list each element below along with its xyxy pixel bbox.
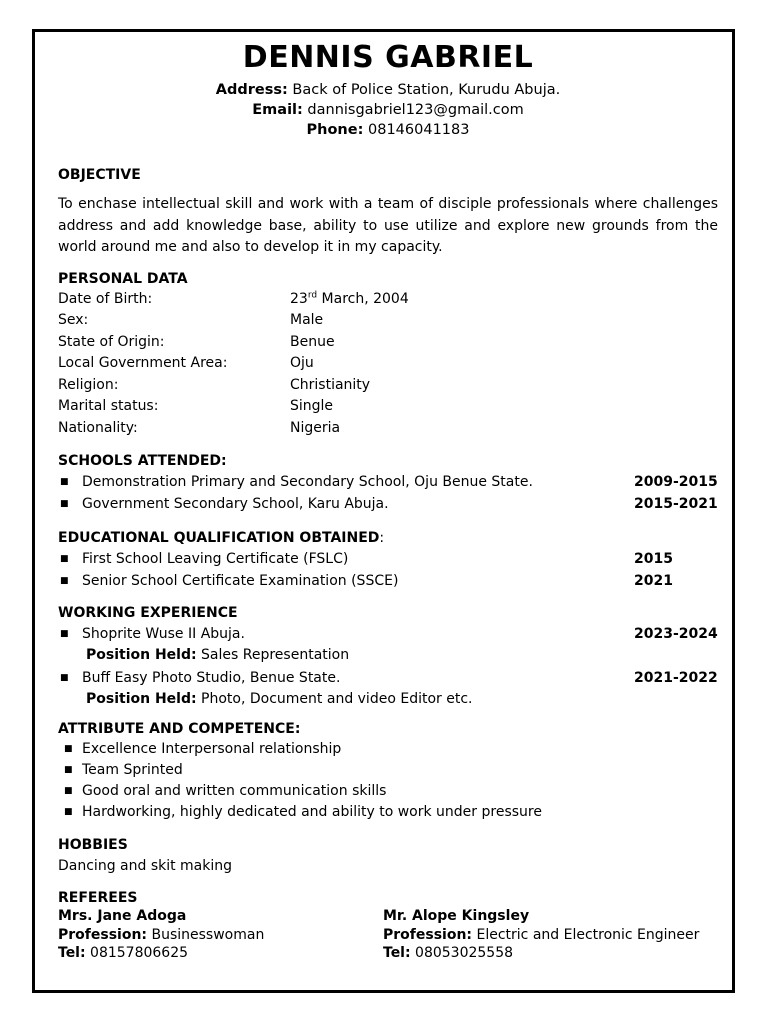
objective-text: To enchase intellectual skill and work with a team of disciple professionals where challenges address and add knowledge base, ability to use utilize and explore new grounds from the world around me and also to develop it in my capacity. [58, 196, 718, 255]
phone-line [58, 120, 718, 140]
nationality-value: Nigeria [290, 419, 341, 436]
list-item [58, 570, 718, 592]
tel-label: Tel: [58, 945, 86, 961]
schools-section [58, 452, 718, 515]
attribute-text: Excellence Interpersonal relationship [82, 741, 342, 757]
school-name: Demonstration Primary and Secondary School, Oju Benue State. [82, 474, 533, 490]
lga-value: Oju [290, 355, 314, 371]
sex-value: Male [290, 312, 324, 328]
attribute-text: Team Sprinted [82, 762, 183, 778]
qualification-year: 2015 [634, 551, 673, 567]
employment-years: 2023-2024 [634, 626, 718, 642]
resume-document [58, 38, 718, 963]
qualification-name: First School Leaving Certificate (FSLC) [82, 551, 349, 567]
referee-name: Mrs. Jane Adoga [58, 908, 187, 924]
referee-card [383, 907, 708, 963]
attributes-section [58, 720, 718, 823]
referee-profession: Businesswoman [151, 926, 265, 943]
bullet-square-icon: ■ [60, 629, 69, 639]
referees-section [58, 889, 718, 963]
referee-tel: 08157806625 [90, 945, 189, 961]
marital-label: Marital status: [58, 398, 159, 414]
nationality-label: Nationality: [58, 419, 138, 436]
position-value: Sales Representation [201, 647, 350, 663]
referee-card [58, 907, 383, 963]
profession-label: Profession: [383, 926, 473, 943]
position-value: Photo, Document and video Editor etc. [201, 690, 473, 707]
religion-label: Religion: [58, 376, 119, 393]
school-years: 2009-2015 [634, 474, 718, 490]
bullet-square-icon: ■ [64, 807, 73, 817]
pd-row-religion [58, 375, 718, 397]
hobbies-heading: HOBBIES [58, 837, 128, 853]
qualification-name: Senior School Certificate Examination (SSCE) [82, 573, 399, 589]
bullet-square-icon: ■ [64, 786, 73, 796]
list-item [58, 493, 718, 515]
state-label: State of Origin: [58, 333, 165, 350]
bullet-square-icon: ■ [60, 672, 69, 683]
objective-heading: OBJECTIVE [58, 167, 141, 183]
qualifications-heading-colon: : [379, 530, 385, 546]
dob-rest: March, 2004 [317, 290, 409, 307]
qualification-year: 2021 [634, 573, 673, 589]
list-item [58, 548, 718, 570]
referee-profession: Electric and Electronic Engineer [476, 926, 700, 943]
referees-list [58, 907, 718, 963]
position-label: Position Held: [86, 690, 197, 707]
schools-heading: SCHOOLS ATTENDED: [58, 453, 227, 469]
email-line [58, 100, 718, 120]
email-label: Email: [252, 102, 303, 118]
tel-label: Tel: [383, 945, 411, 961]
experience-section [58, 604, 718, 710]
phone-label: Phone: [306, 122, 364, 138]
dob-day: 23 [290, 290, 308, 307]
list-item [58, 781, 718, 802]
referee-profession-line [58, 926, 383, 945]
bullet-square-icon: ■ [60, 576, 69, 586]
referee-profession-line [383, 926, 708, 945]
school-name: Government Secondary School, Karu Abuja. [82, 496, 389, 512]
list-item [58, 471, 718, 493]
email-value: dannisgabriel123@gmail.com [307, 102, 524, 118]
dob-value [290, 289, 718, 311]
position-label: Position Held: [86, 647, 197, 663]
state-value: Benue [290, 333, 335, 350]
referee-tel: 08053025558 [415, 945, 514, 961]
qualifications-heading-text: EDUCATIONAL QUALIFICATION OBTAINED [58, 530, 380, 546]
referees-heading: REFEREES [58, 890, 138, 906]
referee-name: Mr. Alope Kingsley [383, 908, 530, 924]
list-item [58, 623, 718, 645]
experience-heading: WORKING EXPERIENCE [58, 605, 238, 621]
list-item [58, 802, 718, 823]
bullet-square-icon: ■ [60, 477, 69, 487]
religion-value: Christianity [290, 376, 371, 393]
objective-section [58, 165, 718, 259]
address-line [58, 80, 718, 100]
attributes-heading: ATTRIBUTE AND COMPETENCE: [58, 721, 301, 737]
sex-label: Sex: [58, 312, 89, 328]
personal-data-heading: PERSONAL DATA [58, 270, 188, 287]
qualifications-section [58, 529, 718, 592]
employment-years: 2021-2022 [634, 669, 718, 686]
bullet-square-icon: ■ [60, 554, 69, 564]
list-item [58, 739, 718, 760]
attribute-text: Hardworking, highly dedicated and ability to work under pressure [82, 804, 542, 820]
referee-tel-line [383, 944, 708, 963]
phone-value: 08146041183 [368, 122, 470, 138]
hobbies-text: Dancing and skit making [58, 858, 233, 874]
address-value: Back of Police Station, Kurudu Abuja. [292, 82, 561, 98]
bullet-square-icon: ■ [64, 744, 73, 754]
position-line [58, 689, 718, 711]
pd-row-lga [58, 353, 718, 375]
bullet-square-icon: ■ [60, 499, 69, 509]
list-item [58, 667, 718, 689]
qualifications-heading [58, 529, 718, 548]
personal-data-section [58, 270, 718, 440]
position-line [58, 645, 718, 667]
hobbies-section [58, 835, 718, 877]
attribute-text: Good oral and written communication skills [82, 783, 387, 799]
lga-label: Local Government Area: [58, 355, 228, 371]
pd-row-dob [58, 289, 718, 311]
dob-label: Date of Birth: [58, 290, 153, 307]
profession-label: Profession: [58, 926, 148, 943]
school-years: 2015-2021 [634, 496, 718, 512]
pd-row-state [58, 332, 718, 354]
marital-value: Single [290, 398, 334, 414]
pd-row-sex [58, 310, 718, 332]
pd-row-nationality [58, 418, 718, 440]
employer-name: Buff Easy Photo Studio, Benue State. [82, 669, 341, 686]
bullet-square-icon: ■ [64, 765, 73, 775]
candidate-name: DENNIS GABRIEL [242, 40, 534, 75]
pd-row-marital [58, 396, 718, 418]
employer-name: Shoprite Wuse II Abuja. [82, 626, 245, 642]
dob-suffix: rd [307, 289, 318, 300]
referee-tel-line [58, 944, 383, 963]
address-label: Address: [215, 82, 288, 98]
list-item [58, 760, 718, 781]
